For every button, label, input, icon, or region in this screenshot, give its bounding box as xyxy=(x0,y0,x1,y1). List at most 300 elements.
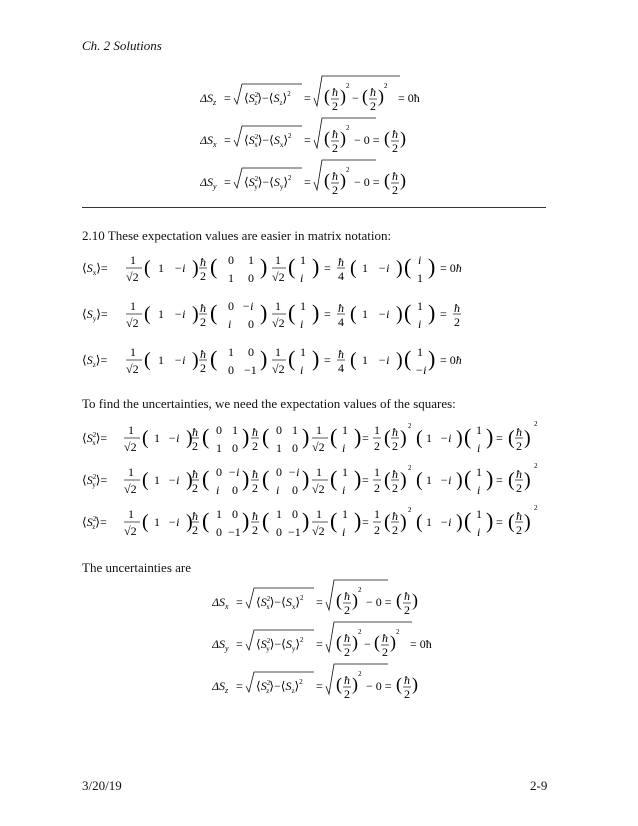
svg-text:1: 1 xyxy=(374,507,380,521)
svg-text:ħ: ħ xyxy=(516,509,522,523)
svg-text:ħ: ħ xyxy=(344,631,350,645)
svg-text:i: i xyxy=(477,441,481,455)
svg-text:=: = xyxy=(224,133,231,147)
svg-text:0: 0 xyxy=(232,483,238,497)
svg-text:=: = xyxy=(324,307,331,321)
svg-text:): ) xyxy=(352,590,358,610)
svg-text:=: = xyxy=(316,595,323,609)
svg-text:ħ: ħ xyxy=(252,467,258,481)
svg-text:(: ( xyxy=(210,346,218,371)
svg-text:=: = xyxy=(496,431,503,445)
section-divider xyxy=(82,207,546,208)
svg-text:): ) xyxy=(486,424,494,449)
svg-text:(: ( xyxy=(508,469,515,491)
svg-text:): ) xyxy=(400,170,406,190)
svg-text:): ) xyxy=(456,469,463,491)
eq-sx-expectation xyxy=(82,253,462,285)
svg-text:=: = xyxy=(496,473,503,487)
svg-text:⟨S2z⟩=: $⟨S^2$ z⟩= xyxy=(82,515,107,531)
svg-text:4: 4 xyxy=(338,269,344,283)
svg-text:i: i xyxy=(477,525,481,539)
svg-text:4: 4 xyxy=(338,315,344,329)
svg-text:2: 2 xyxy=(374,481,380,495)
svg-text:2: 2 xyxy=(374,439,380,453)
svg-text:ħ: ħ xyxy=(200,255,206,269)
svg-text:ħ: ħ xyxy=(370,85,376,99)
svg-text:i: i xyxy=(477,483,481,497)
svg-text:ħ: ħ xyxy=(392,425,398,439)
svg-text:): ) xyxy=(456,427,463,449)
svg-text:ħ: ħ xyxy=(392,509,398,523)
svg-text:1: 1 xyxy=(292,423,298,437)
svg-text:(: ( xyxy=(262,424,270,449)
svg-text:ΔSy: $\Delta S_y$ xyxy=(200,175,217,191)
svg-text:−: − xyxy=(364,637,371,651)
svg-text:(: ( xyxy=(508,511,515,533)
svg-text:=: = xyxy=(236,679,243,693)
svg-text:−i: −i xyxy=(288,465,300,479)
svg-text:): ) xyxy=(354,466,362,491)
svg-text:√2: √2 xyxy=(126,270,139,284)
svg-text:0: 0 xyxy=(216,423,222,437)
svg-text:= 0ħ: = 0ħ xyxy=(440,261,462,275)
svg-text:(: ( xyxy=(330,424,338,449)
svg-text:−i: −i xyxy=(378,307,390,321)
svg-text:−i: −i xyxy=(440,431,452,445)
svg-text:−i: −i xyxy=(174,353,186,367)
svg-text:0: 0 xyxy=(216,525,222,539)
svg-text:1: 1 xyxy=(300,345,306,359)
svg-text:): ) xyxy=(428,346,436,371)
svg-text:2: 2 xyxy=(516,481,522,495)
svg-text:√2: √2 xyxy=(126,362,139,376)
svg-text:1: 1 xyxy=(417,271,423,285)
svg-text:2: 2 xyxy=(344,645,350,659)
svg-text:=: = xyxy=(224,175,231,189)
svg-text:): ) xyxy=(396,349,403,371)
eq-sz2 xyxy=(82,504,538,539)
svg-text:−: − xyxy=(352,91,359,105)
svg-text:2: 2 xyxy=(344,603,350,617)
svg-text:2: 2 xyxy=(370,99,376,113)
svg-text:⟨S2y⟩−⟨Sy⟩2: $⟨S^2$ $y⟩-⟨S_y⟩^2$ xyxy=(244,174,292,191)
svg-text:2: 2 xyxy=(192,523,198,537)
svg-text:(: ( xyxy=(384,469,391,491)
svg-text:1: 1 xyxy=(362,307,368,321)
svg-text:√2: √2 xyxy=(272,270,285,284)
svg-text:): ) xyxy=(340,128,346,148)
svg-text:−i: −i xyxy=(168,431,180,445)
svg-text:⟨Sz⟩=: $⟨S_z⟩=$ xyxy=(82,353,108,369)
svg-text:2: 2 xyxy=(392,439,398,453)
svg-text:(: ( xyxy=(202,508,210,533)
svg-text:(: ( xyxy=(374,632,380,652)
svg-text:√2: √2 xyxy=(126,316,139,330)
svg-text:=: = xyxy=(362,473,369,487)
svg-text:i: i xyxy=(216,483,220,497)
svg-text:− 0 =: − 0 = xyxy=(366,679,392,693)
svg-text:2: 2 xyxy=(252,481,258,495)
svg-text:1: 1 xyxy=(158,353,164,367)
eq-delta-sy-top xyxy=(200,160,406,197)
uncertainties-intro: The uncertainties are xyxy=(82,560,191,575)
svg-text:): ) xyxy=(354,508,362,533)
svg-text:0: 0 xyxy=(228,299,234,313)
svg-text:ħ: ħ xyxy=(338,347,344,361)
svg-text:−i: −i xyxy=(378,261,390,275)
svg-text:1: 1 xyxy=(426,473,432,487)
svg-text:1: 1 xyxy=(216,441,222,455)
svg-text:−1: −1 xyxy=(228,525,241,539)
svg-text:1: 1 xyxy=(300,253,306,267)
svg-text:i: i xyxy=(342,525,346,539)
svg-text:): ) xyxy=(260,300,268,325)
svg-text:√2: √2 xyxy=(312,482,325,496)
svg-text:−i: −i xyxy=(168,515,180,529)
svg-text:i: i xyxy=(300,363,304,377)
svg-text:(: ( xyxy=(202,424,210,449)
footer-date: 3/20/19 xyxy=(82,778,122,793)
svg-text:2: 2 xyxy=(534,462,538,470)
svg-text:(: ( xyxy=(324,86,330,106)
svg-text:ΔSz: $\Delta S_z$ xyxy=(212,679,229,695)
svg-text:): ) xyxy=(312,346,320,371)
svg-text:(: ( xyxy=(262,508,270,533)
svg-text:1: 1 xyxy=(417,299,423,313)
svg-text:(: ( xyxy=(508,427,515,449)
svg-text:ħ: ħ xyxy=(252,425,258,439)
svg-text:2: 2 xyxy=(192,481,198,495)
svg-text:): ) xyxy=(242,466,250,491)
svg-text:2: 2 xyxy=(392,523,398,537)
svg-text:2: 2 xyxy=(392,481,398,495)
svg-text:): ) xyxy=(400,511,407,533)
svg-text:): ) xyxy=(192,349,199,371)
svg-text:(: ( xyxy=(336,632,342,652)
svg-text:): ) xyxy=(192,257,199,279)
svg-text:): ) xyxy=(242,508,250,533)
svg-text:(: ( xyxy=(144,257,151,279)
top-uncertainty-equations xyxy=(200,72,440,204)
svg-text:): ) xyxy=(354,424,362,449)
svg-text:√2: √2 xyxy=(272,362,285,376)
svg-text:(: ( xyxy=(288,300,296,325)
svg-text:1: 1 xyxy=(158,307,164,321)
svg-text:(: ( xyxy=(330,466,338,491)
svg-text:): ) xyxy=(302,466,310,491)
svg-text:−i: −i xyxy=(242,299,254,313)
footer-page-number: 2-9 xyxy=(530,778,548,793)
svg-text:⟨S2x⟩=: $⟨S^2$ x⟩= xyxy=(82,431,108,447)
svg-text:=: = xyxy=(324,261,331,275)
svg-text:⟨S2x⟩−⟨Sx⟩2: $⟨S^2$ $x⟩-⟨S_x⟩^2$ xyxy=(244,132,292,149)
svg-text:1: 1 xyxy=(476,507,482,521)
eq-delta-sy-bottom xyxy=(212,622,432,659)
svg-text:(: ( xyxy=(142,427,149,449)
svg-text:1: 1 xyxy=(276,441,282,455)
svg-text:ħ: ħ xyxy=(338,301,344,315)
svg-text:): ) xyxy=(378,86,384,106)
svg-text:(: ( xyxy=(464,424,472,449)
svg-text:1: 1 xyxy=(417,345,423,359)
svg-text:−1: −1 xyxy=(288,525,301,539)
svg-text:(: ( xyxy=(324,170,330,190)
svg-text:2: 2 xyxy=(408,464,412,472)
svg-text:(: ( xyxy=(416,511,423,533)
svg-text:0: 0 xyxy=(228,363,234,377)
svg-text:2: 2 xyxy=(332,183,338,197)
svg-text:(: ( xyxy=(262,466,270,491)
svg-text:1: 1 xyxy=(426,431,432,445)
svg-text:): ) xyxy=(352,632,358,652)
svg-text:2: 2 xyxy=(384,82,388,90)
svg-text:ΔSx: $\Delta S_x$ xyxy=(212,595,229,611)
svg-text:1: 1 xyxy=(248,253,254,267)
svg-text:⟨S2x⟩−⟨Sx⟩2: $⟨S^2$ $x⟩-⟨S_x⟩^2$ xyxy=(256,594,304,611)
svg-text:2: 2 xyxy=(200,361,206,375)
svg-text:1: 1 xyxy=(316,465,322,479)
svg-text:(: ( xyxy=(144,303,151,325)
svg-text:i: i xyxy=(276,483,280,497)
svg-text:(: ( xyxy=(210,254,218,279)
svg-text:1: 1 xyxy=(158,261,164,275)
svg-text:2: 2 xyxy=(392,183,398,197)
svg-text:(: ( xyxy=(336,590,342,610)
svg-text:0: 0 xyxy=(232,507,238,521)
svg-text:=: = xyxy=(304,91,311,105)
svg-text:1: 1 xyxy=(342,423,348,437)
svg-text:): ) xyxy=(486,466,494,491)
svg-text:ħ: ħ xyxy=(332,169,338,183)
svg-text:i: i xyxy=(342,483,346,497)
svg-text:(: ( xyxy=(142,511,149,533)
svg-text:2: 2 xyxy=(516,523,522,537)
svg-text:(: ( xyxy=(336,674,342,694)
svg-text:): ) xyxy=(260,346,268,371)
svg-text:): ) xyxy=(396,303,403,325)
svg-text:2: 2 xyxy=(332,141,338,155)
svg-text:ħ: ħ xyxy=(344,589,350,603)
eq-delta-sz-bottom xyxy=(212,664,418,701)
svg-text:0: 0 xyxy=(228,253,234,267)
svg-text:): ) xyxy=(412,590,418,610)
svg-text:= 0ħ: = 0ħ xyxy=(398,91,420,105)
svg-text:): ) xyxy=(400,469,407,491)
svg-text:): ) xyxy=(192,303,199,325)
svg-text:√2: √2 xyxy=(124,440,137,454)
svg-text:2: 2 xyxy=(332,99,338,113)
svg-text:2: 2 xyxy=(382,645,388,659)
svg-text:−i: −i xyxy=(174,307,186,321)
svg-text:): ) xyxy=(400,128,406,148)
svg-text:(: ( xyxy=(416,469,423,491)
svg-text:2: 2 xyxy=(408,506,412,514)
svg-text:ħ: ħ xyxy=(332,127,338,141)
svg-text:(: ( xyxy=(210,300,218,325)
svg-text:2: 2 xyxy=(346,166,350,174)
svg-text:ħ: ħ xyxy=(344,673,350,687)
svg-text:ħ: ħ xyxy=(392,127,398,141)
svg-text:⟨Sy⟩=: $⟨S_y⟩=$ xyxy=(82,307,108,323)
svg-text:2: 2 xyxy=(404,603,410,617)
svg-text:=: = xyxy=(440,307,447,321)
svg-text:1: 1 xyxy=(374,423,380,437)
svg-text:= 0ħ: = 0ħ xyxy=(410,637,432,651)
svg-text:): ) xyxy=(302,424,310,449)
svg-text:=: = xyxy=(236,637,243,651)
svg-text:− 0 =: − 0 = xyxy=(354,133,380,147)
svg-text:√2: √2 xyxy=(272,316,285,330)
svg-text:1: 1 xyxy=(128,507,134,521)
bottom-uncertainty-equations xyxy=(212,578,452,712)
svg-text:2: 2 xyxy=(252,523,258,537)
svg-text:√2: √2 xyxy=(312,440,325,454)
svg-text:−i: −i xyxy=(440,515,452,529)
svg-text:=: = xyxy=(316,637,323,651)
svg-text:⟨S2z⟩−⟨Sz⟩2: $⟨S^2$ $z⟩-⟨S_z⟩^2$ xyxy=(244,90,291,107)
svg-text:√2: √2 xyxy=(124,524,137,538)
svg-text:(: ( xyxy=(404,346,412,371)
eq-delta-sx-top xyxy=(200,118,406,155)
svg-text:1: 1 xyxy=(342,507,348,521)
svg-text:(: ( xyxy=(404,254,412,279)
svg-text:): ) xyxy=(186,469,193,491)
svg-text:ΔSz: $\Delta S_z$ xyxy=(200,91,217,107)
svg-text:(: ( xyxy=(404,300,412,325)
svg-text:2: 2 xyxy=(346,124,350,132)
svg-text:ħ: ħ xyxy=(454,301,460,315)
svg-text:2: 2 xyxy=(358,586,362,594)
svg-text:2: 2 xyxy=(516,439,522,453)
svg-text:): ) xyxy=(260,254,268,279)
eq-sy2 xyxy=(82,462,538,497)
svg-text:1: 1 xyxy=(374,465,380,479)
svg-text:(: ( xyxy=(396,674,402,694)
svg-text:(: ( xyxy=(350,349,357,371)
svg-text:=: = xyxy=(496,515,503,529)
svg-text:): ) xyxy=(524,511,531,533)
svg-text:ħ: ħ xyxy=(192,425,198,439)
svg-text:(: ( xyxy=(324,128,330,148)
svg-text:ħ: ħ xyxy=(332,85,338,99)
svg-text:2: 2 xyxy=(358,628,362,636)
svg-text:1: 1 xyxy=(216,507,222,521)
svg-text:−i: −i xyxy=(440,473,452,487)
svg-text:1: 1 xyxy=(342,465,348,479)
svg-text:1: 1 xyxy=(275,253,281,267)
svg-text:−i: −i xyxy=(228,465,240,479)
svg-text:(: ( xyxy=(384,511,391,533)
svg-text:=: = xyxy=(304,175,311,189)
svg-text:(: ( xyxy=(288,346,296,371)
svg-text:=: = xyxy=(316,679,323,693)
svg-text:1: 1 xyxy=(232,423,238,437)
svg-text:1: 1 xyxy=(128,423,134,437)
svg-text:(: ( xyxy=(350,303,357,325)
svg-text:(: ( xyxy=(362,86,368,106)
svg-text:ΔSy: $\Delta S_y$ xyxy=(212,637,229,653)
svg-text:(: ( xyxy=(384,427,391,449)
svg-text:1: 1 xyxy=(476,465,482,479)
expectation-equations xyxy=(82,246,522,386)
svg-text:⟨S2y⟩=: $⟨S^2$ y⟩= xyxy=(82,473,108,489)
svg-text:(: ( xyxy=(464,466,472,491)
svg-text:i: i xyxy=(418,253,422,267)
svg-text:i: i xyxy=(342,441,346,455)
svg-text:2: 2 xyxy=(404,687,410,701)
svg-text:(: ( xyxy=(288,254,296,279)
svg-text:(: ( xyxy=(142,469,149,491)
svg-text:ħ: ħ xyxy=(338,255,344,269)
svg-text:): ) xyxy=(242,424,250,449)
svg-text:1: 1 xyxy=(276,507,282,521)
svg-text:): ) xyxy=(186,511,193,533)
svg-text:): ) xyxy=(428,254,436,279)
svg-text:4: 4 xyxy=(338,361,344,375)
eq-sx2 xyxy=(82,420,538,455)
svg-text:(: ( xyxy=(330,508,338,533)
svg-text:ħ: ħ xyxy=(382,631,388,645)
svg-text:1: 1 xyxy=(130,253,136,267)
svg-text:2: 2 xyxy=(534,420,538,428)
svg-text:ħ: ħ xyxy=(200,301,206,315)
svg-text:2: 2 xyxy=(344,687,350,701)
svg-text:1: 1 xyxy=(362,261,368,275)
svg-text:−i: −i xyxy=(168,473,180,487)
svg-text:(: ( xyxy=(202,466,210,491)
svg-text:− 0 =: − 0 = xyxy=(354,175,380,189)
svg-text:2: 2 xyxy=(200,315,206,329)
svg-text:2: 2 xyxy=(192,439,198,453)
svg-text:0: 0 xyxy=(248,317,254,331)
svg-text:0: 0 xyxy=(248,345,254,359)
svg-text:−i: −i xyxy=(378,353,390,367)
svg-text:1: 1 xyxy=(316,507,322,521)
svg-text:1: 1 xyxy=(316,423,322,437)
svg-text:(: ( xyxy=(464,508,472,533)
svg-text:2: 2 xyxy=(346,82,350,90)
svg-text:i: i xyxy=(300,271,304,285)
svg-text:ħ: ħ xyxy=(252,509,258,523)
svg-text:): ) xyxy=(390,632,396,652)
svg-text:√2: √2 xyxy=(124,482,137,496)
svg-text:): ) xyxy=(312,300,320,325)
svg-text:=: = xyxy=(304,133,311,147)
svg-text:=: = xyxy=(324,353,331,367)
svg-text:ħ: ħ xyxy=(516,425,522,439)
svg-text:0: 0 xyxy=(248,271,254,285)
svg-text:): ) xyxy=(396,257,403,279)
svg-text:(: ( xyxy=(350,257,357,279)
svg-text:1: 1 xyxy=(476,423,482,437)
svg-text:=: = xyxy=(362,431,369,445)
svg-text:): ) xyxy=(340,86,346,106)
svg-text:0: 0 xyxy=(292,507,298,521)
svg-text:ħ: ħ xyxy=(392,169,398,183)
svg-text:2: 2 xyxy=(358,670,362,678)
svg-text:= 0ħ: = 0ħ xyxy=(440,353,462,367)
svg-text:): ) xyxy=(524,469,531,491)
chapter-header: Ch. 2 Solutions xyxy=(82,38,162,53)
svg-text:ħ: ħ xyxy=(392,467,398,481)
eq-delta-sx-bottom xyxy=(212,580,418,617)
svg-text:ħ: ħ xyxy=(200,347,206,361)
svg-text:): ) xyxy=(352,674,358,694)
svg-text:=: = xyxy=(236,595,243,609)
svg-text:1: 1 xyxy=(275,299,281,313)
svg-text:2: 2 xyxy=(408,422,412,430)
svg-text:): ) xyxy=(428,300,436,325)
